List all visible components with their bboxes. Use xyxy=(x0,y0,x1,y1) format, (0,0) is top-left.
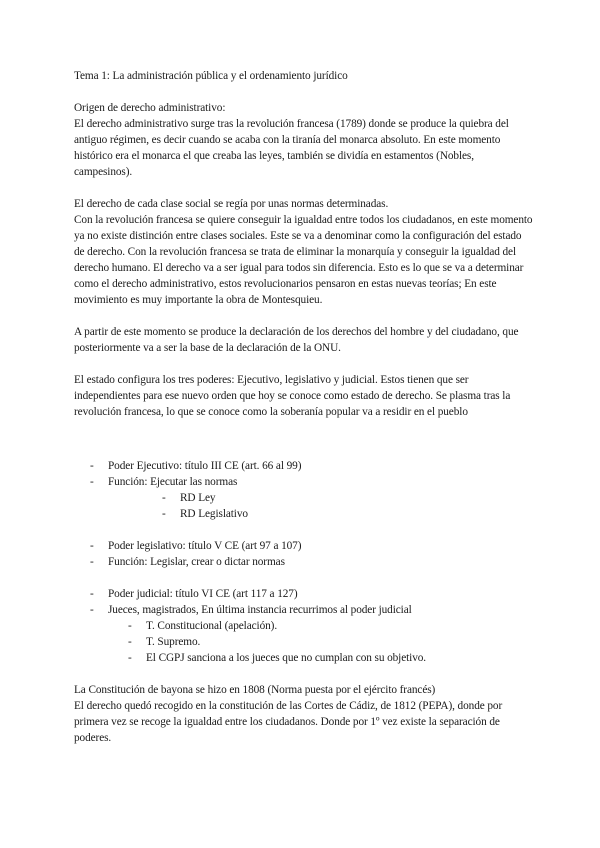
list-ejecutivo xyxy=(74,458,534,490)
list-item: - Poder Ejecutivo: título III CE (art. 66 al 99) xyxy=(74,458,534,474)
paragraph-line: La Constitución de bayona se hizo en 1808 (Norma puesta por el ejército francés) xyxy=(74,684,436,696)
list-judicial xyxy=(74,586,534,618)
paragraph-declaracion: A partir de este momento se produce la declaración de los derechos del hombre y del ciudadano, que posteriormente va a ser la base de la declaración de la ONU. xyxy=(74,326,519,354)
spacer xyxy=(74,570,534,586)
paragraph-line: El derecho de cada clase social se regía por unas normas determinadas. xyxy=(74,198,389,210)
spacer xyxy=(74,84,534,100)
list-legislativo xyxy=(74,538,534,570)
sublist-ejecutivo xyxy=(74,490,534,522)
list-item: - T. Supremo. xyxy=(74,634,534,650)
list-item: - RD Ley xyxy=(74,490,534,506)
list-item: - Jueces, magistrados, En última instancia recurrimos al poder judicial xyxy=(74,602,534,618)
spacer xyxy=(74,356,534,372)
paragraph-poderes: El estado configura los tres poderes: Ejecutivo, legislativo y judicial. Estos tienen que ser independientes para ese nuevo orden que hoy se conoce como estado de derecho. Se plasma tras la revolución francesa, lo que se conoce como la soberanía popular va a residir en el pueblo xyxy=(74,374,511,418)
list-item: - Función: Legislar, crear o dictar normas xyxy=(74,554,534,570)
section-heading: Origen de derecho administrativo: xyxy=(74,102,226,114)
spacer xyxy=(74,180,534,196)
list-item: - El CGPJ sanciona a los jueces que no cumplan con su objetivo. xyxy=(74,650,534,666)
spacer xyxy=(74,666,534,682)
document-title: Tema 1: La administración pública y el ordenamiento jurídico xyxy=(74,70,348,82)
spacer xyxy=(74,522,534,538)
list-item: - Poder legislativo: título V CE (art 97 a 107) xyxy=(74,538,534,554)
spacer xyxy=(74,420,534,458)
document-body xyxy=(74,68,534,746)
paragraph-revolucion: Con la revolución francesa se quiere conseguir la igualdad entre todos los ciudadanos, en este momento ya no existe distinción entre clases sociales. Este se va a denominar como la configuración del estado de derecho. Con la revolución francesa se trata de eliminar la monarquía y conseguir la igualdad del derecho humano. El derecho va a ser igual para todos sin diferencia. Esto es lo que se va a determinar como el derecho administrativo, estos revolucionarios pensaron en estas nuevas teorías; En este movimiento es muy importante la obra de Montesquieu. xyxy=(74,214,533,306)
paragraph-cadiz: El derecho quedó recogido en la constitución de las Cortes de Cádiz, de 1812 (PEPA), donde por primera vez se recoge la igualdad entre los ciudadanos. Donde por 1º vez existe la separación de poderes. xyxy=(74,700,503,744)
list-item: - T. Constitucional (apelación). xyxy=(74,618,534,634)
sublist-judicial xyxy=(74,618,534,666)
list-item: - Función: Ejecutar las normas xyxy=(74,474,534,490)
spacer xyxy=(74,308,534,324)
paragraph-origen: El derecho administrativo surge tras la revolución francesa (1789) donde se produce la quiebra del antiguo régimen, es decir cuando se acaba con la tiranía del monarca absoluto. En este momento histórico era el monarca el que creaba las leyes, también se dividía en estamentos (Nobles, campesinos). xyxy=(74,118,509,178)
list-item: - Poder judicial: título VI CE (art 117 a 127) xyxy=(74,586,534,602)
list-item: - RD Legislativo xyxy=(74,506,534,522)
